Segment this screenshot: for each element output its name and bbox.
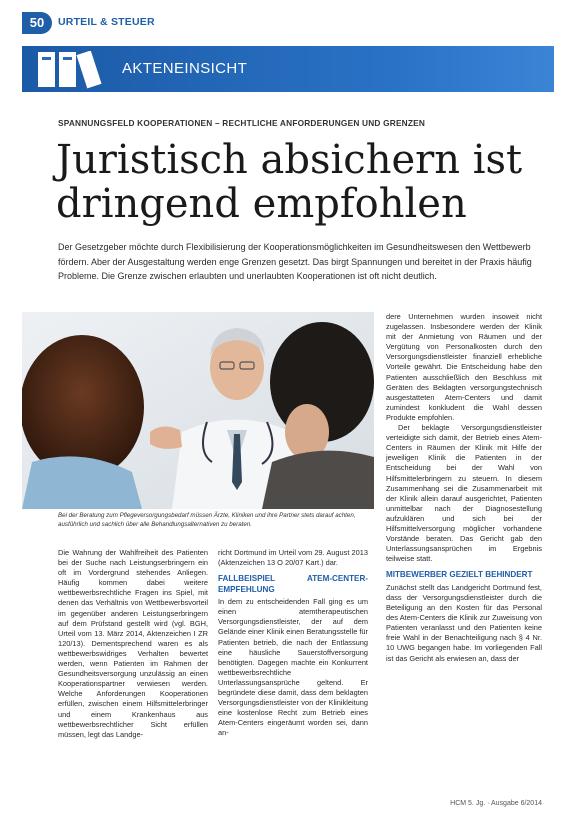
body-paragraph: Zunächst stellt das Landgericht Dortmund fest, dass der Versorgungsdienstleister durch die Beteiligung an den Kosten für das Personal des Atem-Centers die Klinik zur Zuweisung von Patienten veranlasst und den Patienten keine freie Wahl in der Benachteiligung nach § 4 Nr. 10 UWG begangen habe. Im vorliegenden Fall ist das Gericht als erwiesen an, dass der bbox=[386, 582, 542, 663]
article-photo bbox=[22, 312, 374, 509]
subheading-case-example: FALLBEISPIEL ATEM-CENTER-EMPFEHLUNG bbox=[218, 574, 368, 594]
body-paragraph: richt Dortmund im Urteil vom 29. August 2013 (Aktenzeichen 13 O 20/07 Kart.) dar. bbox=[218, 548, 368, 568]
page-number: 50 bbox=[22, 12, 52, 34]
headline-line-1: Juristisch absichern ist bbox=[56, 137, 523, 183]
body-paragraph: Die Wahrung der Wahlfreiheit des Patienten bei der Suche nach Leistungserbringern ein oft im Vordergrund stehendes Anliegen. Häufig kommen dabei weitere wettbewerbsrechtliche Fragen ins Spiel, mit denen das Verhältnis von Wettbewerbsvorteil im gegenüber anderen Leistungserbringern auf dem Prüfstand gestellt wird (vgl. BGH, Urteil vom 13. März 2014, Aktenzeichen I ZR 120/13). Dementsprechend waren es als wettbewerbswidriges Verhalten bewertet werden, wenn Patienten im Rahmen der Gesundheitsversorgung unzulässig an einen Kooperationspartner verwiesen werden. Welche Anforderungen Kooperationen erfüllen, zwischen einem Hilfsmittelerbringer und einem Krankenhaus aus wettbewerbsrechtlicher Sicht erfüllen müssen, legt das Landge- bbox=[58, 548, 208, 739]
body-paragraph: In dem zu entscheidenden Fall ging es um einen atemtherapeutischen Versorgungsdienstleister, der auf dem Gelände einer Klinik einen Beratungsstelle für Patienten betrieb, die nach der Entlassung eine häusliche Sauerstoffversorgung benötigten. Dagegen machte ein Konkurrent wettbewerbsrechtliche Unterlassungsansprüche geltend. Er begründete diese damit, dass dem beklagten Versorgungsdienstleister von der Klinikleitung eine kostenlose Recht zum Betrieb eines Atem-Centers eingeräumt worden sei, dann an- bbox=[218, 597, 368, 738]
article-column-1 bbox=[58, 548, 208, 740]
headline-line-2: dringend empfohlen bbox=[56, 181, 467, 227]
body-paragraph: dere Unternehmen wurden insoweit nicht zugelassen. Insbesondere werden der Klinik mit der Anmietung von Räumen und der Vergütung von Personalkosten durch den Versorgungsdienstleister finanziell erhebliche Vorteile gewährt. Die Entscheidung habe den Patienten ausschließlich den Beschluss mit Geräten des Beklagten versorgungstechnisch ausgestatteten Atem-Centers und damit zumindest konkludent die Wahl dessen Produkte empfohlen. bbox=[386, 312, 542, 422]
banner-title: AKTENEINSICHT bbox=[122, 60, 248, 77]
consultation-photo bbox=[22, 312, 374, 509]
books-icon bbox=[36, 51, 116, 89]
section-label: URTEIL & STEUER bbox=[58, 16, 155, 28]
article-column-3 bbox=[386, 312, 542, 664]
subheading-competitors: MITBEWERBER GEZIELT BEHINDERT bbox=[386, 570, 533, 580]
article-headline bbox=[56, 138, 536, 226]
issue-footer: HCM 5. Jg. · Ausgabe 6/2014 bbox=[450, 800, 542, 807]
body-paragraph: Der beklagte Versorgungsdienstleister verteidigte sich damit, der Betrieb eines Atem-Centers in Räumen der Klinik mit Hilfe der jeweiligen Klinik die Patienten in der Entscheidung bei der Wahl von Hilfsmittelerbringern zu steuern. In diesem Zusammenhang sei die Zusammenarbeit mit der Klinik allein darauf ausgerichtet, Patienten unmittelbar nach der Diagnosestellung aufzuklären und sich bei der Hilfsmittelversorgung möglicher vorhandene Vorstände beraten. Das Gericht gab den Unterlassungsansprüchen im Ergebnis teilweise statt. bbox=[386, 423, 542, 564]
article-column-2 bbox=[218, 548, 368, 739]
photo-caption: Bei der Beratung zum Pflegeversorgungsbedarf müssen Ärzte, Kliniken und ihre Partner stets darauf achten, ausführlich und sachlich über alle Behandlungsalternativen zu beraten. bbox=[58, 512, 356, 528]
article-lead: Der Gesetzgeber möchte durch Flexibilisierung der Kooperationsmöglichkeiten im Gesundheitswesen den Wettbewerb fördern. Aber der Ausgestaltung werden enge Grenzen gesetzt. Das birgt Spannungen und bereitet in der Praxis häufig Probleme. Die Grenze zwischen erlaubten und unerlaubten Kooperationen ist oft nicht deutlich. bbox=[58, 242, 532, 281]
article-kicker: SPANNUNGSFELD KOOPERATIONEN – RECHTLICHE ANFORDERUNGEN UND GRENZEN bbox=[58, 118, 426, 128]
section-banner bbox=[22, 46, 554, 92]
